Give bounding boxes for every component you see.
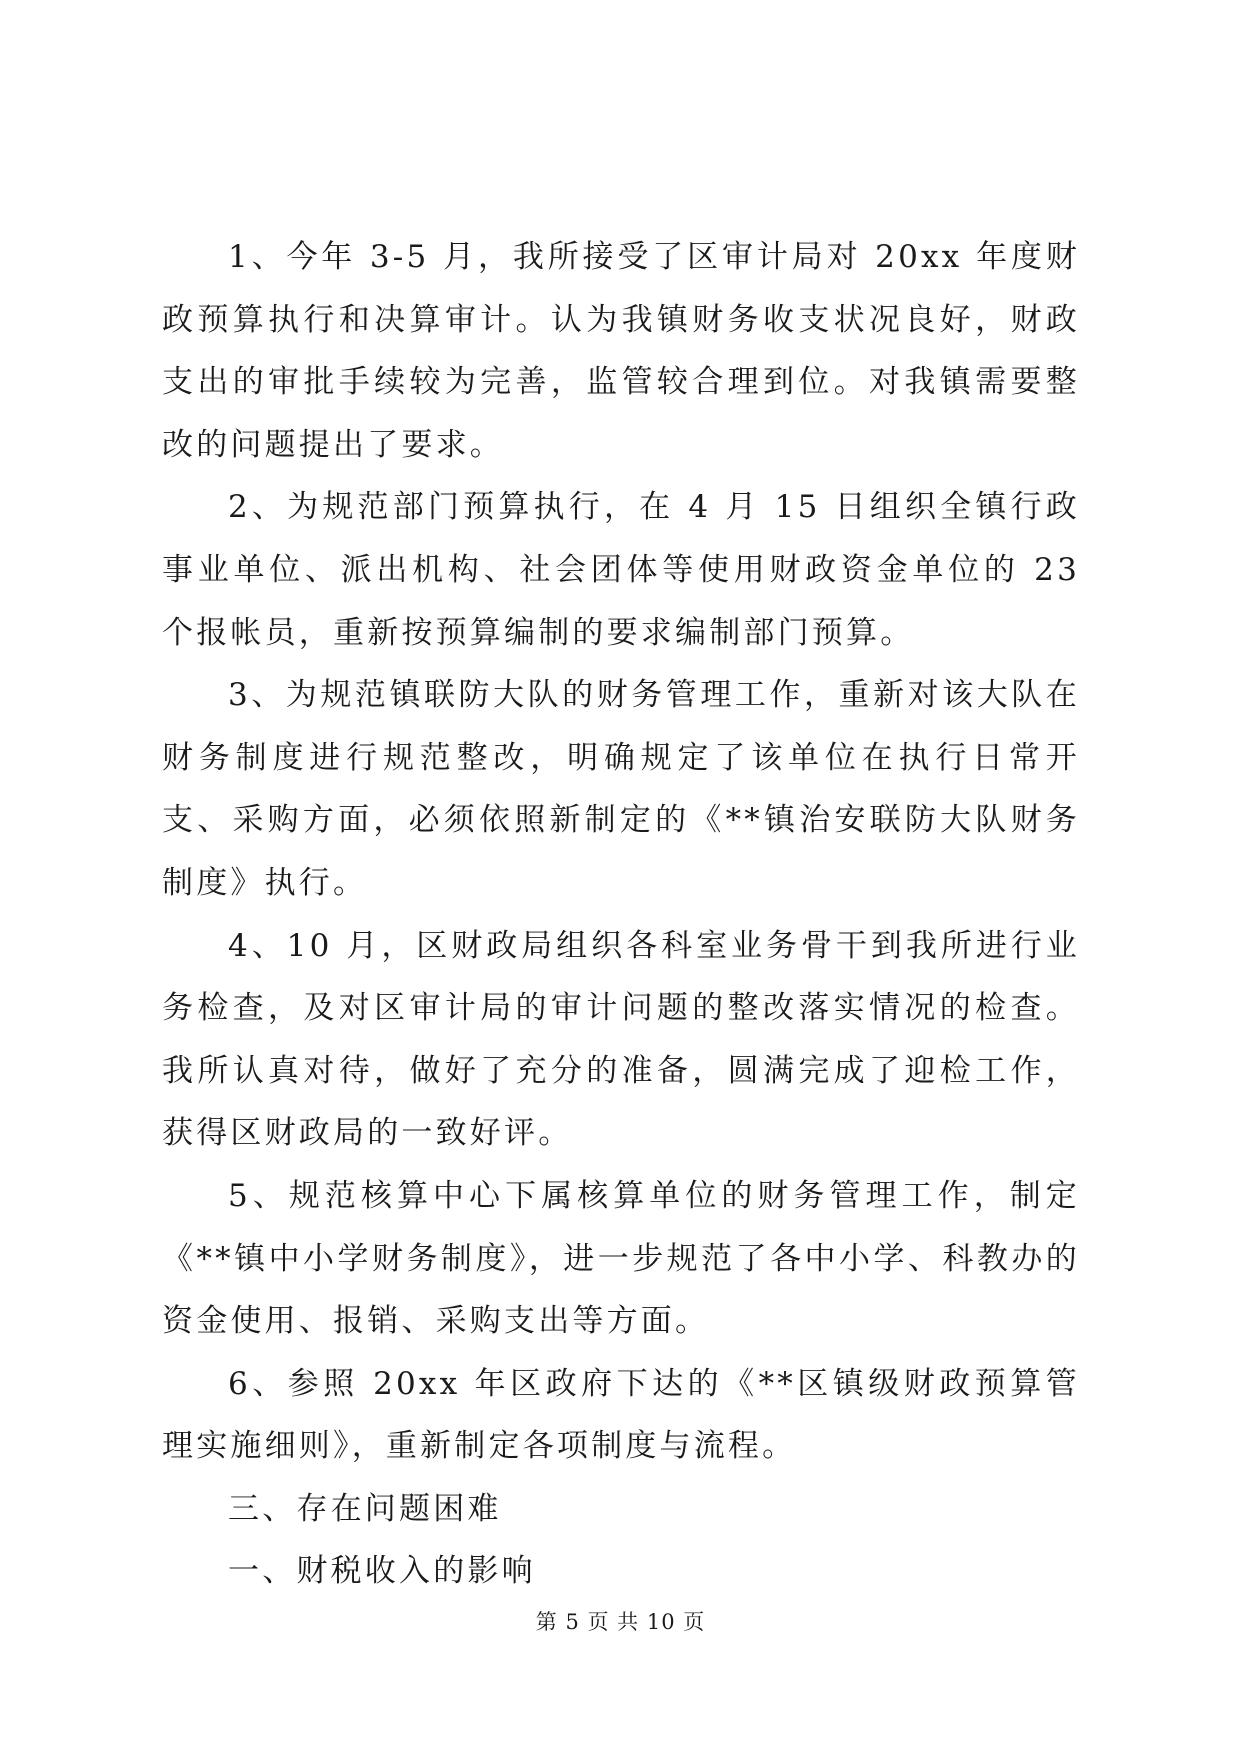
paragraph-item-3: 3、为规范镇联防大队的财务管理工作，重新对该大队在财务制度进行规范整改，明确规定了该单位在执行日常开支、采购方面，必须依照新制定的《**镇治安联防大队财务制度》执行。 — [162, 677, 1080, 901]
paragraph-item-4: 4、10 月，区财政局组织各科室业务骨干到我所进行业务检查，及对区审计局的审计问题的整改落实情况的检查。我所认真对待，做好了充分的准备，圆满完成了迎检工作，获得区财政局的一致好评。 — [162, 927, 1080, 1152]
paragraph-item-6: 6、参照 20xx 年区政府下达的《**区镇级财政预算管理实施细则》，重新制定各项制度与流程。 — [162, 1365, 1080, 1465]
section-heading-problems: 三、存在问题困难 — [228, 1490, 502, 1527]
subsection-heading-tax-revenue: 一、财税收入的影响 — [228, 1553, 536, 1590]
page-footer: 第 5 页 共 10 页 — [535, 1610, 706, 1634]
paragraph-item-2: 2、为规范部门预算执行，在 4 月 15 日组织全镇行政事业单位、派出机构、社会团体等使用财政资金单位的 23 个报帐员，重新按预算编制的要求编制部门预算。 — [162, 489, 1080, 651]
document-body — [162, 226, 1080, 1603]
paragraph-item-5: 5、规范核算中心下属核算单位的财务管理工作，制定《**镇中小学财务制度》，进一步规范了各中小学、科教办的资金使用、报销、采购支出等方面。 — [162, 1177, 1080, 1340]
paragraph-item-1: 1、今年 3-5 月，我所接受了区审计局对 20xx 年度财政预算执行和决算审计。认为我镇财务收支状况良好，财政支出的审批手续较为完善，监管较合理到位。对我镇需要整改的问题提出了要求。 — [162, 239, 1080, 463]
